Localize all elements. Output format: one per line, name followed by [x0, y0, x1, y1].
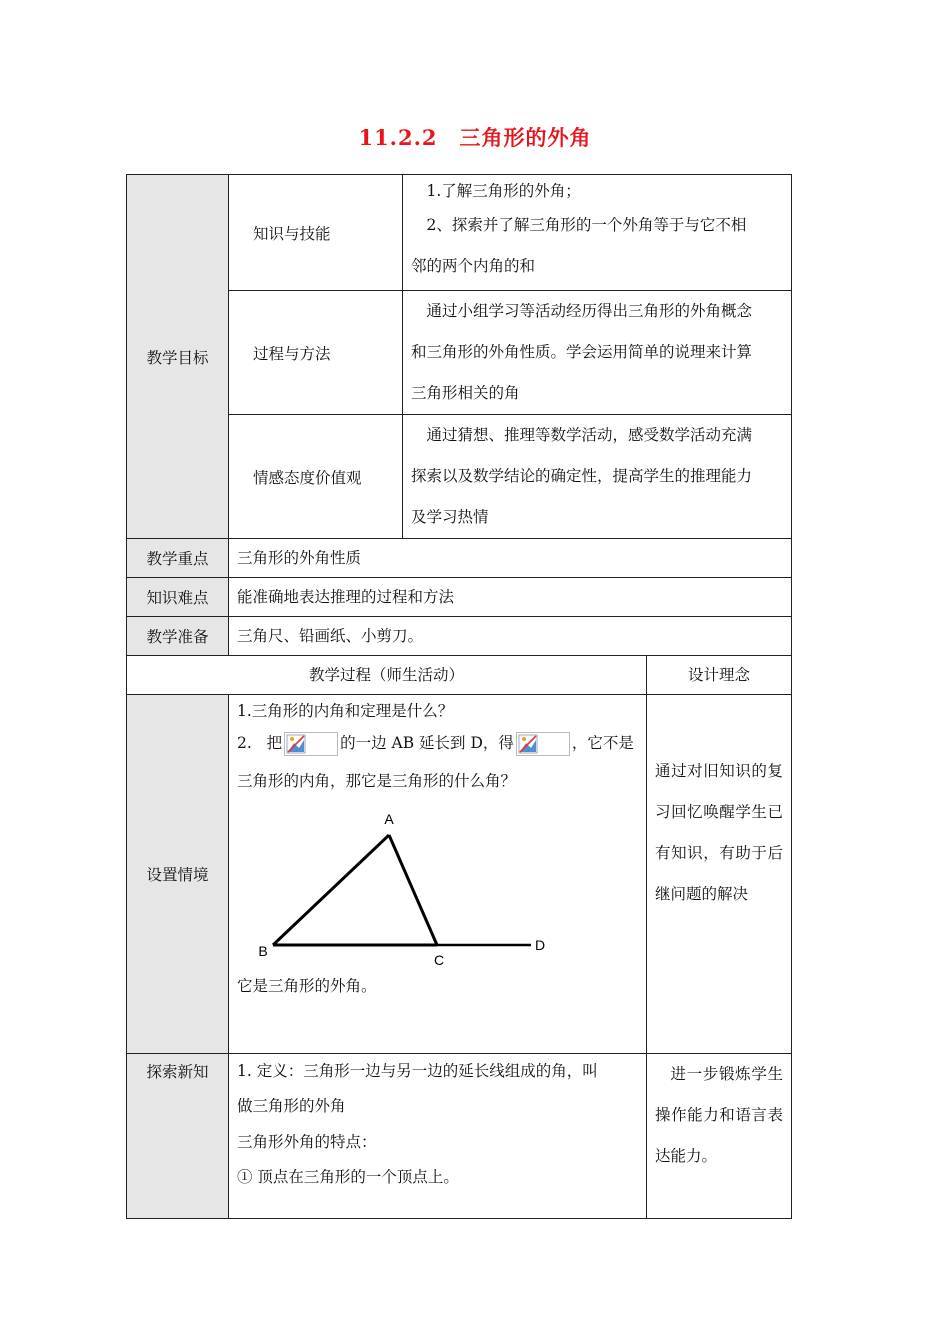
- explore-content: [229, 1054, 647, 1219]
- section-title: 三角形的外角: [459, 125, 592, 150]
- knowledge-content: [403, 175, 792, 291]
- scenario-q2-line2: 三角形的内角，那它是三角形的什么角？: [237, 772, 517, 790]
- knowledge-line-1: 1.了解三角形的外角；: [426, 182, 581, 200]
- process-header-row: [127, 656, 792, 695]
- page-title: [0, 122, 950, 152]
- knowledge-line-2: 2、探索并了解三角形的一个外角等于与它不相: [426, 216, 747, 234]
- broken-image-icon: [284, 732, 338, 756]
- preparation-text: 三角尺、铅画纸、小剪刀。: [237, 627, 424, 645]
- attitude-line-3: 及学习热情: [411, 508, 489, 526]
- label-a: A: [384, 811, 394, 827]
- q2-text-c: ，它不是: [571, 734, 634, 752]
- preparation-header: 教学准备: [127, 617, 229, 656]
- label-b: B: [258, 943, 268, 959]
- triangle-figure: [229, 802, 629, 972]
- process-header-right-text: 设计理念: [687, 666, 750, 684]
- objectives-knowledge-row: [127, 175, 792, 291]
- key-point-content: [229, 539, 792, 578]
- process-line-2: 和三角形的外角性质。学会运用简单的说理来计算: [411, 343, 753, 361]
- scenario-conclusion: 它是三角形的外角。: [237, 977, 377, 995]
- scenario-header: 设置情境: [127, 695, 229, 1054]
- q2-number: 2.: [237, 734, 252, 752]
- label-c: C: [433, 952, 445, 968]
- broken-image-icon-2: [516, 732, 570, 756]
- difficulty-text: 能准确地表达推理的过程和方法: [237, 588, 455, 606]
- process-header-left-text: 教学过程（师生活动）: [308, 666, 464, 684]
- scenario-note-cell: [647, 695, 792, 1054]
- attitude-line-1: 通过猜想、推理等数学活动，感受数学活动充满: [426, 426, 753, 444]
- key-point-text: 三角形的外角性质: [237, 549, 362, 567]
- attitude-content: [403, 415, 792, 539]
- scenario-content: [229, 695, 647, 1054]
- side-ac: [389, 835, 437, 945]
- q2-text-b: 的一边 AB 延长到 D，得: [340, 734, 514, 752]
- difficulty-row: [127, 578, 792, 617]
- lesson-plan-table: [126, 174, 792, 1219]
- process-line-3: 三角形相关的角: [411, 384, 520, 402]
- explore-header: 探索新知: [127, 1054, 229, 1219]
- process-label: 过程与方法: [229, 291, 403, 415]
- explore-note-cell: [647, 1054, 792, 1219]
- knowledge-label: 知识与技能: [229, 175, 403, 291]
- explore-row: [127, 1054, 792, 1219]
- process-header-right: [647, 656, 792, 695]
- side-ab: [273, 835, 389, 945]
- preparation-row: [127, 617, 792, 656]
- q2-text-a: 把: [266, 734, 283, 752]
- knowledge-line-3: 邻的两个内角的和: [411, 257, 536, 275]
- scenario-q1: 1.三角形的内角和定理是什么？: [237, 702, 454, 720]
- explore-def-1: 1. 定义：三角形一边与另一边的延长线组成的角，叫: [237, 1062, 598, 1080]
- scenario-row: [127, 695, 792, 1054]
- scenario-note: 通过对旧知识的复习回忆唤醒学生已有知识，有助于后继问题的解决: [655, 762, 783, 903]
- attitude-label: 情感态度价值观: [229, 415, 403, 539]
- key-point-row: [127, 539, 792, 578]
- key-point-header: 教学重点: [127, 539, 229, 578]
- preparation-content: [229, 617, 792, 656]
- process-header-left: [127, 656, 647, 695]
- difficulty-content: [229, 578, 792, 617]
- label-d: D: [534, 937, 546, 953]
- scenario-q2: [229, 725, 646, 761]
- objectives-header: 教学目标: [127, 175, 229, 539]
- attitude-line-2: 探索以及数学结论的确定性，提高学生的推理能力: [411, 467, 753, 485]
- section-number: 11.2.2: [358, 125, 438, 150]
- process-content: [403, 291, 792, 415]
- explore-note: 进一步锻炼学生操作能力和语言表达能力。: [655, 1065, 783, 1165]
- difficulty-header: 知识难点: [127, 578, 229, 617]
- explore-feature-title: 三角形外角的特点：: [237, 1133, 377, 1151]
- explore-feature-1: ① 顶点在三角形的一个顶点上。: [237, 1168, 459, 1186]
- process-line-1: 通过小组学习等活动经历得出三角形的外角概念: [426, 302, 753, 320]
- explore-def-2: 做三角形的外角: [237, 1097, 346, 1115]
